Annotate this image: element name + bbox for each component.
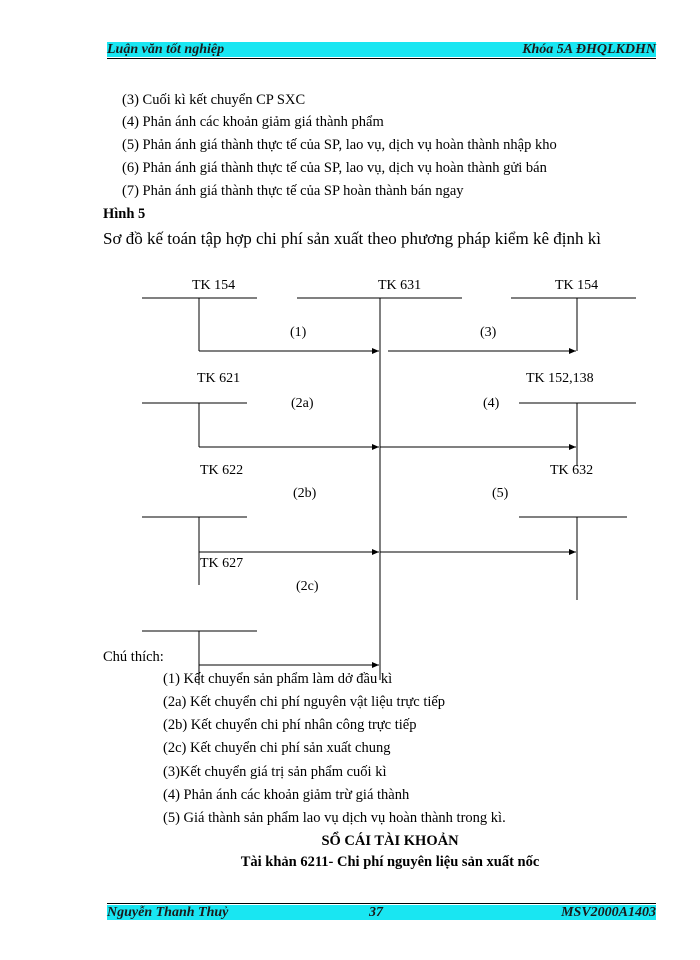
- body-item: (6) Phản ánh giá thành thực tế của SP, lao vụ, dịch vụ hoàn thành gửi bán: [122, 160, 547, 176]
- body-item: (7) Phản ánh giá thành thực tế của SP hoàn thành bán ngay: [122, 183, 464, 199]
- ledger-title: SỔ CÁI TÀI KHOẢN: [321, 833, 459, 849]
- figure-title: Sơ đồ kế toán tập hợp chi phí sản xuất theo phương pháp kiểm kê định kì: [103, 229, 601, 248]
- legend-item: (2b) Kết chuyển chi phí nhân công trực tiếp: [163, 717, 417, 733]
- legend-title: Chú thích:: [103, 649, 164, 665]
- account-tk627: TK 627: [200, 556, 244, 571]
- header-left: Luận văn tốt nghiệp: [107, 42, 225, 57]
- account-tk152-138: TK 152,138: [526, 371, 594, 386]
- footer-student-id: MSV2000A1403: [561, 905, 656, 920]
- body-item: (4) Phản ánh các khoản giảm giá thành phẩm: [122, 114, 384, 130]
- footer-rule: [107, 903, 656, 904]
- ledger-subtitle: Tài khản 6211- Chi phí nguyên liệu sản xuất nốc: [240, 854, 540, 870]
- flow-5-label: (5): [492, 486, 509, 501]
- flow-1-label: (1): [290, 325, 307, 340]
- page-footer: [107, 905, 656, 920]
- account-tk632: TK 632: [550, 463, 594, 478]
- figure-label: Hình 5: [103, 206, 146, 222]
- flow-3-label: (3): [480, 325, 497, 340]
- flow-2b-label: (2b): [293, 486, 317, 501]
- legend-item: (2c) Kết chuyển chi phí sản xuất chung: [163, 740, 391, 756]
- legend-item: (4) Phản ánh các khoản giảm trừ giá thành: [163, 787, 410, 803]
- flow-2a-label: (2a): [291, 396, 314, 411]
- account-tk154-right: TK 154: [555, 278, 599, 293]
- legend-item: (5) Giá thành sản phẩm lao vụ dịch vụ hoàn thành trong kì.: [163, 810, 506, 826]
- body-item: (3) Cuối kì kết chuyển CP SXC: [122, 92, 306, 108]
- header-right: Khóa 5A ĐHQLKDHN: [522, 42, 656, 57]
- account-tk154-left: TK 154: [192, 278, 236, 293]
- flow-4-label: (4): [483, 396, 500, 411]
- legend-item: (1) Kết chuyển sản phẩm làm dở đầu kì: [163, 671, 393, 687]
- footer-page-number: 37: [369, 905, 383, 920]
- legend-item: (3)Kết chuyển giá trị sản phẩm cuối kì: [163, 764, 387, 780]
- account-tk621: TK 621: [197, 371, 241, 386]
- legend-item: (2a) Kết chuyển chi phí nguyên vật liệu trực tiếp: [163, 694, 446, 710]
- footer-author: Nguyễn Thanh Thuỷ: [107, 905, 229, 920]
- account-tk622: TK 622: [200, 463, 244, 478]
- account-tk631: TK 631: [378, 278, 422, 293]
- body-item: (5) Phản ánh giá thành thực tế của SP, lao vụ, dịch vụ hoàn thành nhập kho: [122, 137, 557, 153]
- flow-2c-label: (2c): [296, 579, 319, 594]
